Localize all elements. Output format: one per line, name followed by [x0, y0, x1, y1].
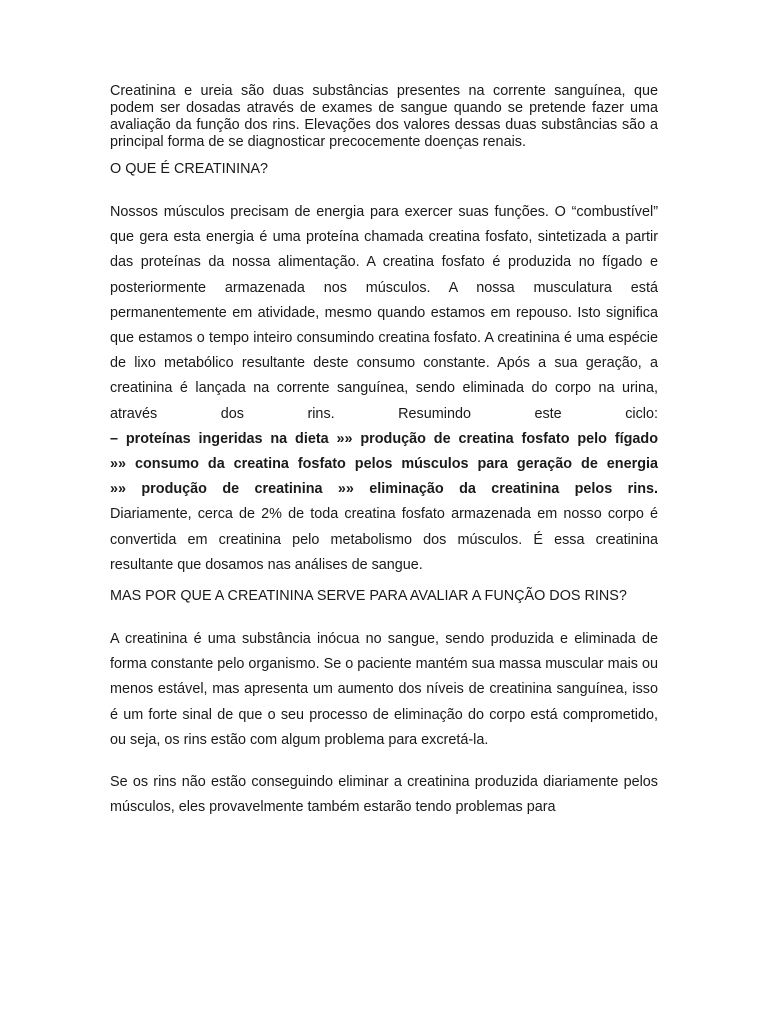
- document-page: [110, 83, 658, 820]
- cycle-step-line: – proteínas ingeridas na dieta »» produção de creatina fosfato pelo fígado: [110, 430, 658, 447]
- cycle-step-line: »» consumo da creatina fosfato pelos músculos para geração de energia: [110, 456, 658, 473]
- body-paragraph: A creatinina é uma substância inócua no sangue, sendo produzida e eliminada de forma constante pelo organismo. Se o paciente mantém sua massa muscular mais ou menos estável, mas apresenta um aumento dos níveis de creatinina sanguínea, isso é um forte sinal de que o seu processo de eliminação do corpo está comprometido, ou seja, os rins estão com algum problema para excretá-la.: [110, 631, 658, 748]
- body-paragraph: Nossos músculos precisam de energia para exercer suas funções. O “combustível” que gera esta energia é uma proteína chamada creatina fosfato, sintetizada a partir das proteínas da nossa alimentação. A creatina fosfato é produzida no fígado e posteriormente armazenada nos músculos. A nossa musculatura está permanentemente em atividade, mesmo quando estamos em repouso. Isto significa que estamos o tempo inteiro consumindo creatina fosfato. A creatinina é uma espécie de lixo metabólico resultante deste consumo constante. Após a sua geração, a creatinina é lançada na corrente sanguínea, sendo eliminada do corpo na urina, através dos rins. Resumindo este ciclo:: [110, 204, 658, 422]
- cycle-step-line: »» produção de creatinina »» eliminação da creatinina pelos rins.: [110, 481, 658, 498]
- body-paragraph: Se os rins não estão conseguindo eliminar a creatinina produzida diariamente pelos músculos, eles provavelmente também estarão tendo problemas para: [110, 774, 658, 816]
- intro-paragraph: Creatinina e ureia são duas substâncias presentes na corrente sanguínea, que podem ser dosadas através de exames de sangue quando se pretende fazer uma avaliação da função dos rins. Elevações dos valores dessas duas substâncias são a principal forma de se diagnosticar precocemente doenças renais.: [110, 83, 658, 150]
- section-body-what-is-creatinine: [110, 200, 658, 578]
- body-paragraph: Diariamente, cerca de 2% de toda creatina fosfato armazenada em nosso corpo é convertida em creatinina pelo metabolismo dos músculos. É essa creatinina resultante que dosamos nas análises de sangue.: [110, 506, 658, 573]
- section-heading-why-creatinine: MAS POR QUE A CREATININA SERVE PARA AVALIAR A FUNÇÃO DOS RINS?: [110, 588, 627, 605]
- section-heading-what-is-creatinine: O QUE É CREATININA?: [110, 161, 269, 177]
